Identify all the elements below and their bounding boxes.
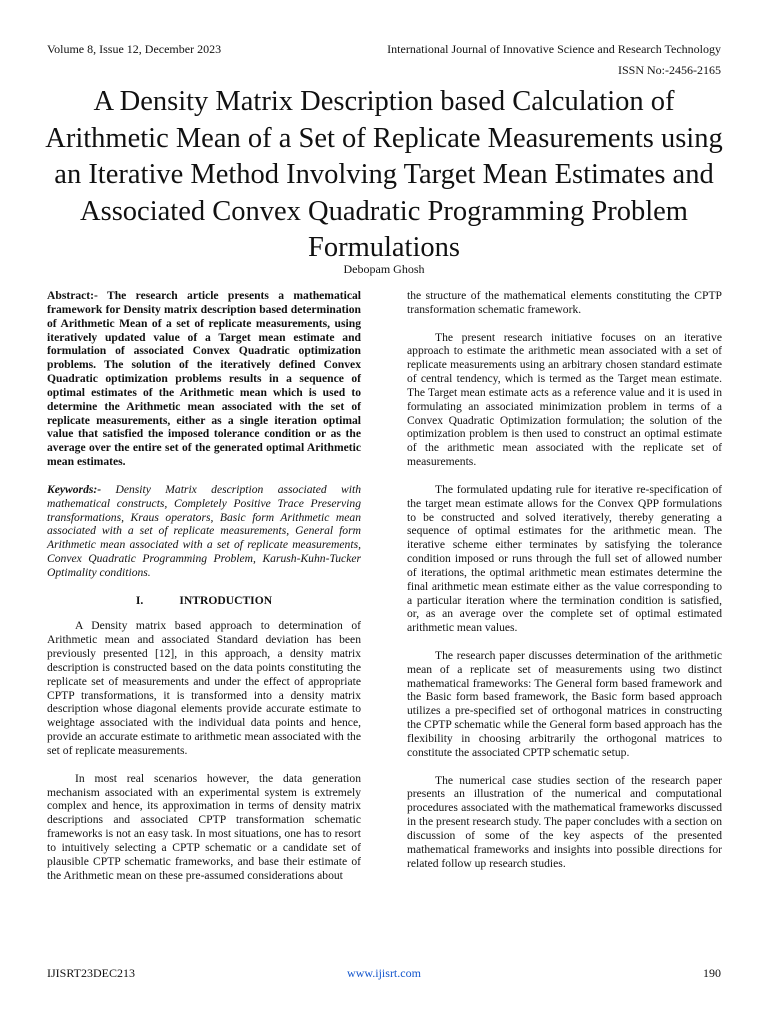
- keywords: [47, 483, 361, 580]
- intro-paragraph-6: The numerical case studies section of the research paper presents an illustration of the numerical and computational procedures associated with the mathematical frameworks discussed in the present research study. The paper concludes with a section on discussion of some of the key aspects of the presented mathematical frameworks and insights into possible directions for related follow up research studies.: [407, 773, 722, 870]
- paper-id: IJISRT23DEC213: [47, 966, 135, 980]
- intro-paragraph-3: The present research initiative focuses on an iterative approach to estimate the arithmetic mean associated with a set of replicate measurements using an arbitrary chosen standard estimate of central tendency, which is termed as the Target mean estimate. The Target mean estimate acts as a reference value and it is used in formulating an associated minimization problem in terms of a Convex Quadratic Optimization formulation; the solution of the optimization problem is then used to construct an optimal estimate of the arithmetic mean associated with the replicate set of measurements.: [407, 330, 722, 469]
- left-column: [47, 289, 361, 896]
- keywords-label: Keywords:-: [47, 482, 102, 496]
- keywords-text: Density Matrix description associated with mathematical constructs, Completely Positive Trace Preserving transformations, Kraus operators, Basic form Arithmetic mean associated with a set of replicate measurements, General form Arithmetic mean associated with a set of replicate measurements, Convex Quadratic Programming Problem, Karush-Kuhn-Tucker Optimality conditions.: [47, 482, 361, 579]
- section-number: I.: [135, 593, 144, 607]
- continued-paragraph: the structure of the mathematical elements constituting the CPTP transformation schematic framework.: [407, 289, 722, 316]
- website-link[interactable]: www.ijisrt.com: [347, 966, 421, 980]
- intro-paragraph-5: The research paper discusses determination of the arithmetic mean of a replicate set of measurements using two distinct mathematical frameworks: The General form based framework and the Basic form based framework, the Basic form based approach utilizes a pre-specified set of orthogonal matrices in constructing the CPTP schematic while the General form based approach has the flexibility in choosing arbitrarily the orthogonal matrices to constitute the associated CPTP schematic setup.: [407, 648, 722, 759]
- paper-author: Debopam Ghosh: [343, 262, 425, 276]
- journal-volume: Volume 8, Issue 12, December 2023: [47, 42, 222, 56]
- journal-issn: ISSN No:-2456-2165: [617, 63, 721, 77]
- journal-name: International Journal of Innovative Science and Research Technology: [387, 42, 721, 56]
- section-heading-introduction: [47, 594, 361, 608]
- right-column: [407, 289, 722, 884]
- intro-paragraph-4: The formulated updating rule for iterative re-specification of the target mean estimate allows for the Convex QPP formulations to be constructed and solved iteratively, thereby generating a sequence of optimal estimates for the arithmetic mean. The iterative scheme either terminates by satisfying the tolerance condition imposed or runs through the full set of allowed number of iterations, the optimal arithmetic mean estimates determine the final arithmetic mean estimate either as the value corresponding to a particular iteration where the termination condition is satisfied, or, as an average over the complete set of optimal estimated arithmetic mean values.: [407, 482, 722, 635]
- section-title: INTRODUCTION: [179, 593, 273, 607]
- intro-paragraph-2: In most real scenarios however, the data generation mechanism associated with an experimental system is extremely complex and hence, its approximation in terms of density matrix descriptions and associated CPTP transformation schematic frameworks is not an easy task. In most situations, one has to resort to intuitively selecting a CPTP schematic or a candidate set of plausible CPTP schematic frameworks, and base their estimate of the Arithmetic mean on these pre-assumed considerations about: [47, 771, 361, 882]
- abstract: Abstract:- The research article presents a mathematical framework for Density matrix description based determination of Arithmetic Mean of a set of replicate measurements, using iteratively updated value of a Target mean estimate and formulation of associated Convex Quadratic optimization problems. The solution of the iteratively defined Convex Quadratic optimization problems results in a sequence of optimal estimates of the Arithmetic mean which is used to determine the Arithmetic mean associated with the set of replicate measurements, either as a single iteration optimal value that satisfied the imposed tolerance condition or as the average over the entire set of the generated optimal Arithmetic mean estimates.: [47, 289, 361, 469]
- page-number: 190: [703, 966, 721, 980]
- intro-paragraph-1: A Density matrix based approach to determination of Arithmetic mean and associated Standard deviation has been previously presented [12], in this approach, a density matrix description is constructed based on the data points constituting the replicate set of measurements and under the effect of appropriate CPTP transformations, it is transformed into a density matrix description whose diagonal elements provide accurate estimate to weightage associated with the individual data points and hence, provide an accurate estimate to arithmetic mean associated with the set of replicate measurements.: [47, 619, 361, 757]
- paper-title: A Density Matrix Description based Calculation of Arithmetic Mean of a Set of Replicate Measurements using an Iterative Method Involving Target Mean Estimates and Associated Convex Quadratic Programming Problem Formulations: [45, 86, 723, 263]
